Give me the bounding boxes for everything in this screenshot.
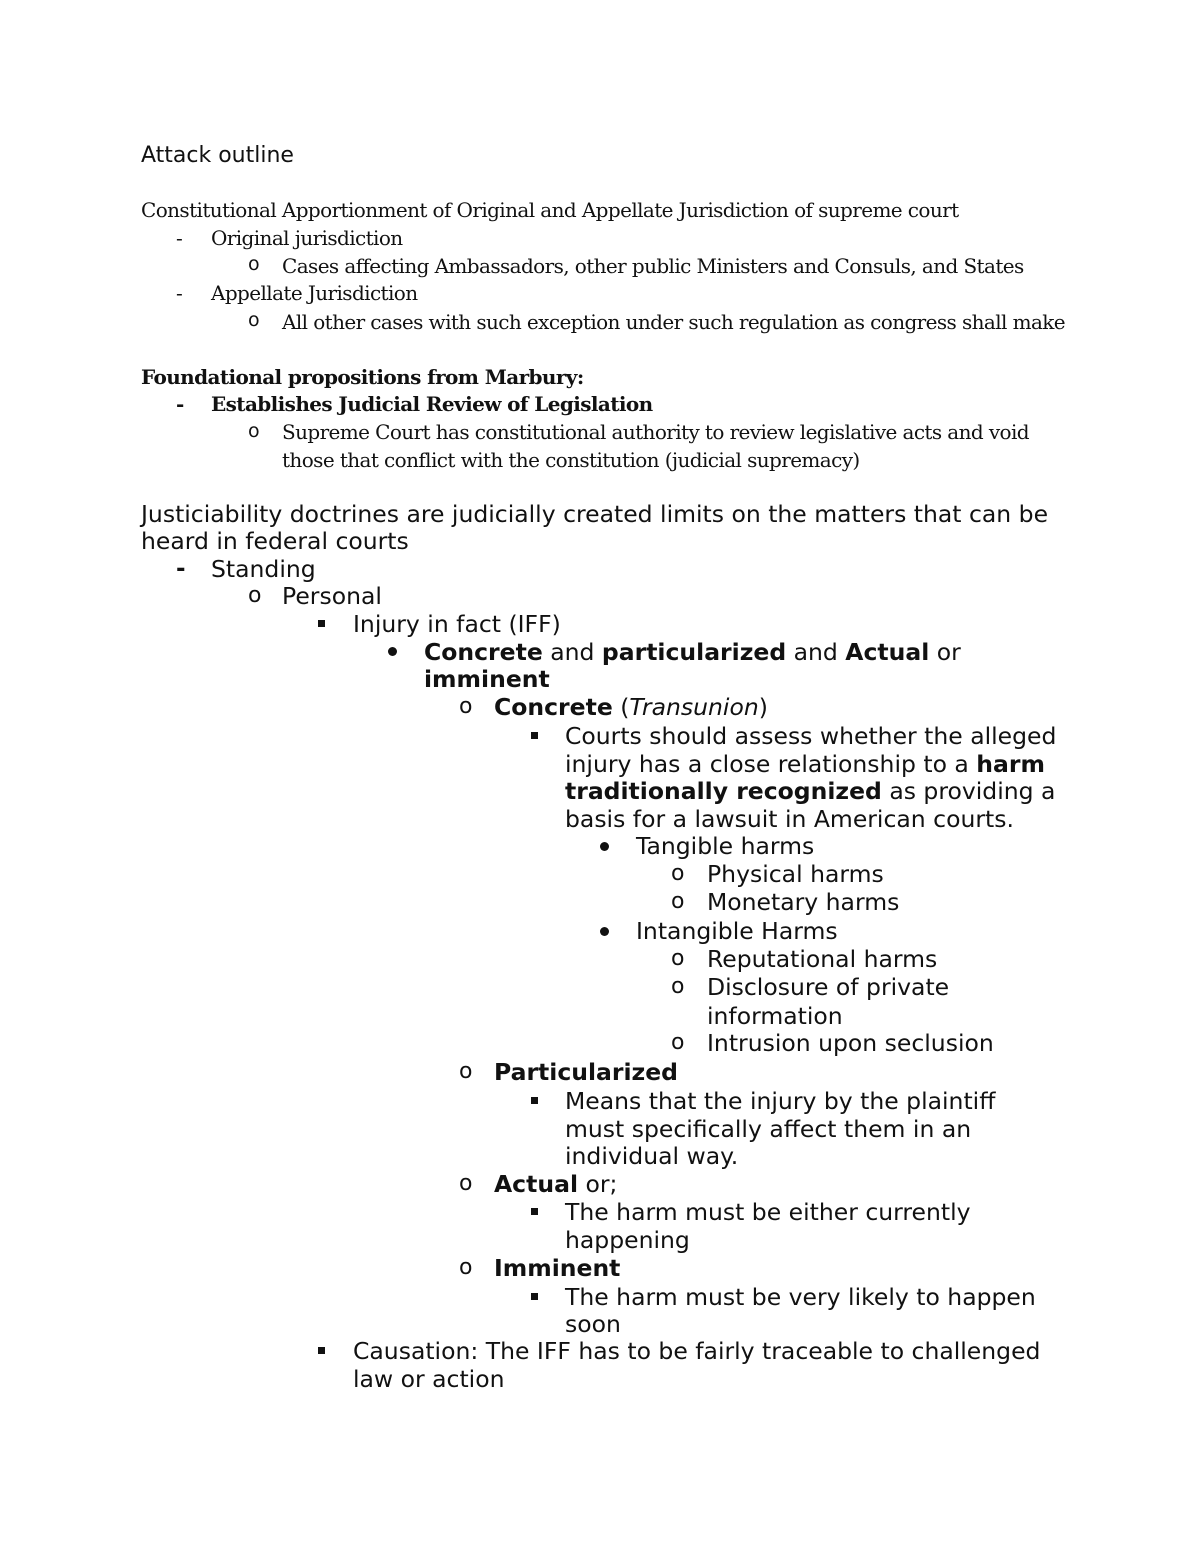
list-item: Cases affecting Ambassadors, other public Ministers and Consuls, and States: [282, 254, 1024, 278]
term-concrete: Concrete: [424, 638, 543, 666]
list-item: All other cases with such exception under such regulation as congress shall make: [282, 310, 1066, 334]
list-item: Courts should assess whether the alleged: [565, 722, 1057, 750]
section-heading: Constitutional Apportionment of Original and Appellate Jurisdiction of supreme court: [141, 198, 959, 222]
list-item: Personal: [282, 582, 382, 610]
round-bullet: [600, 927, 609, 936]
list-item-continuation: must specifically affect them in an: [565, 1115, 972, 1143]
term-particularized: particularized: [601, 638, 787, 666]
list-item-continuation: basis for a lawsuit in American courts.: [565, 805, 1014, 833]
list-item: Original jurisdiction: [211, 226, 403, 250]
list-item: [424, 638, 961, 666]
list-item-continuation: law or action: [353, 1365, 505, 1393]
square-bullet: [531, 1097, 538, 1104]
round-bullet: [388, 647, 397, 656]
list-item: [494, 693, 768, 721]
paren-close: ): [758, 693, 768, 721]
circle-bullet: o: [671, 889, 685, 914]
subheading-imminent: Imminent: [494, 1254, 621, 1282]
square-bullet: [531, 1293, 538, 1300]
list-item-continuation: information: [707, 1002, 843, 1030]
list-item: Appellate Jurisdiction: [211, 281, 418, 305]
list-item-continuation: [565, 777, 1056, 805]
subheading-concrete: Concrete: [494, 693, 613, 721]
list-item: The harm must be very likely to happen: [565, 1283, 1036, 1311]
dash-bullet: -: [176, 392, 185, 416]
paren-open: (: [612, 693, 630, 721]
list-item: Injury in fact (IFF): [353, 610, 561, 638]
round-bullet: [600, 842, 609, 851]
square-bullet: [318, 620, 325, 627]
circle-bullet: o: [459, 1059, 473, 1084]
square-bullet: [531, 732, 538, 739]
term-actual: Actual: [845, 638, 930, 666]
emphasis-text: traditionally recognized: [565, 777, 882, 805]
dash-bullet: -: [176, 281, 183, 305]
circle-bullet: o: [248, 583, 262, 608]
circle-bullet: o: [671, 861, 685, 886]
list-item: Standing: [211, 555, 316, 583]
subheading-particularized: Particularized: [494, 1058, 678, 1086]
list-item: Tangible harms: [636, 832, 815, 860]
section-heading-continuation: heard in federal courts: [141, 527, 409, 555]
list-item: Establishes Judicial Review of Legislation: [211, 392, 653, 416]
circle-bullet: o: [459, 1171, 473, 1196]
case-name: Transunion: [629, 693, 759, 721]
list-item: Physical harms: [707, 860, 884, 888]
list-item-continuation: [565, 750, 1045, 778]
text-run: or;: [578, 1170, 618, 1198]
dash-bullet: -: [176, 226, 183, 250]
subheading-actual: Actual: [494, 1170, 578, 1198]
list-item: Means that the injury by the plaintiff: [565, 1087, 996, 1115]
list-item: Supreme Court has constitutional authority to review legislative acts and void: [282, 420, 1029, 444]
list-item: Disclosure of private: [707, 973, 950, 1001]
connector-text: and: [786, 638, 846, 666]
section-heading: Justiciability doctrines are judicially created limits on the matters that can be: [141, 500, 1049, 528]
text-run: as providing a: [881, 777, 1056, 805]
circle-bullet: o: [248, 309, 260, 331]
list-item: Intrusion upon seclusion: [707, 1029, 994, 1057]
connector-text: or: [929, 638, 961, 666]
term-imminent: imminent: [424, 665, 550, 693]
square-bullet: [531, 1208, 538, 1215]
square-bullet: [318, 1347, 325, 1354]
circle-bullet: o: [671, 974, 685, 999]
text-run: injury has a close relationship to a: [565, 750, 977, 778]
circle-bullet: o: [671, 946, 685, 971]
list-item-continuation: happening: [565, 1226, 690, 1254]
list-item-continuation: soon: [565, 1310, 621, 1338]
circle-bullet: o: [248, 420, 260, 442]
circle-bullet: o: [248, 253, 260, 275]
list-item: Intangible Harms: [636, 917, 838, 945]
circle-bullet: o: [671, 1030, 685, 1055]
document-title: Attack outline: [141, 143, 294, 168]
list-item: The harm must be either currently: [565, 1198, 971, 1226]
list-item: Reputational harms: [707, 945, 938, 973]
section-heading: Foundational propositions from Marbury:: [141, 365, 584, 389]
list-item: Monetary harms: [707, 888, 900, 916]
emphasis-text: harm: [976, 750, 1045, 778]
list-item: [494, 1170, 618, 1198]
circle-bullet: o: [459, 1255, 473, 1280]
circle-bullet: o: [459, 694, 473, 719]
list-item-continuation: individual way.: [565, 1142, 739, 1170]
dash-bullet: -: [176, 556, 186, 582]
list-item: Causation: The IFF has to be fairly traceable to challenged: [353, 1337, 1041, 1365]
list-item-continuation: those that conflict with the constitution (judicial supremacy): [282, 448, 860, 472]
connector-text: and: [542, 638, 602, 666]
